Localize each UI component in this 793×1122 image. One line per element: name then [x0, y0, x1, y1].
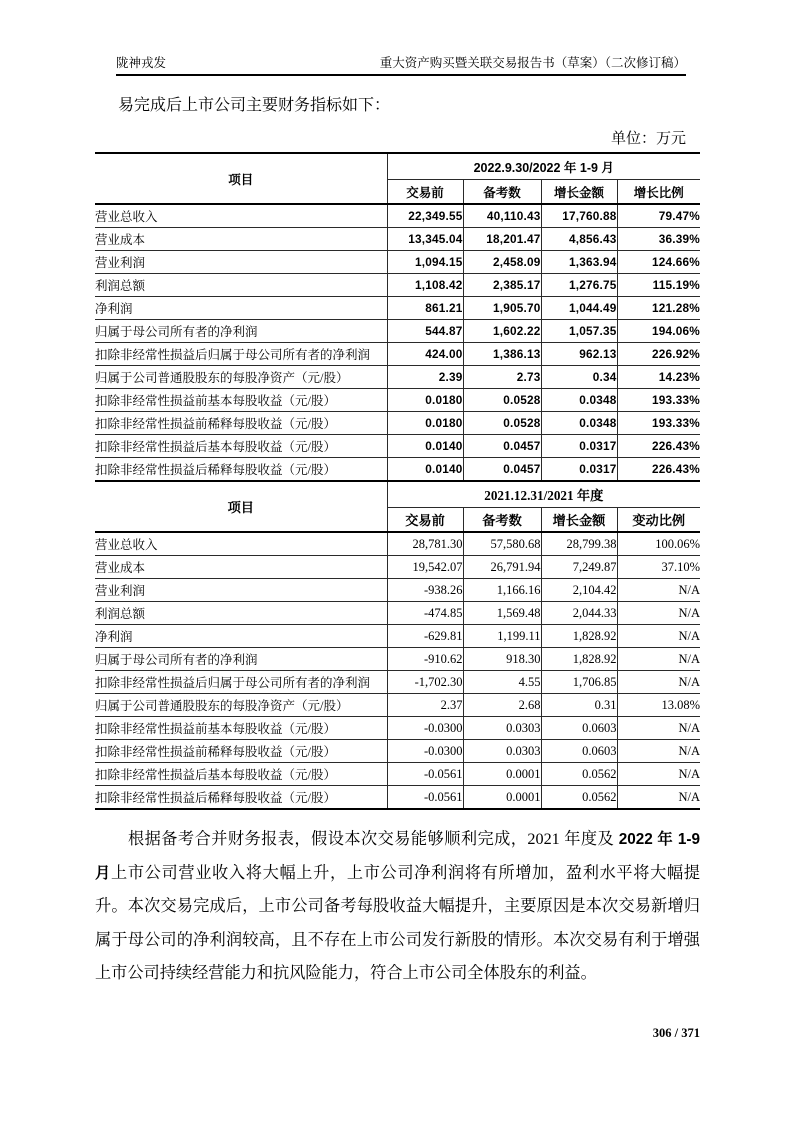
- value-cell: 0.0140: [387, 458, 463, 481]
- value-cell: -0.0300: [387, 740, 463, 763]
- value-cell: -629.81: [387, 625, 463, 648]
- value-cell: N/A: [617, 786, 700, 810]
- column-header-cell: 增长金额: [541, 180, 617, 205]
- item-cell: 营业成本: [95, 228, 387, 251]
- value-cell: 115.19%: [617, 274, 700, 297]
- value-cell: 19,542.07: [387, 556, 463, 579]
- value-cell: 0.34: [541, 366, 617, 389]
- value-cell: 0.0317: [541, 458, 617, 481]
- value-cell: 2.37: [387, 694, 463, 717]
- value-cell: 1,166.16: [463, 579, 541, 602]
- value-cell: 1,602.22: [463, 320, 541, 343]
- value-cell: 17,760.88: [541, 204, 617, 228]
- value-cell: 28,799.38: [541, 532, 617, 556]
- value-cell: 2.73: [463, 366, 541, 389]
- value-cell: 0.0001: [463, 763, 541, 786]
- value-cell: 544.87: [387, 320, 463, 343]
- item-cell: 扣除非经常性损益后稀释每股收益（元/股）: [95, 463, 336, 477]
- intro-line: 易完成后上市公司主要财务指标如下：: [118, 97, 391, 114]
- item-cell: 归属于母公司所有者的净利润: [95, 320, 387, 343]
- value-cell: -938.26: [387, 579, 463, 602]
- item-cell: 营业总收入: [95, 532, 387, 556]
- value-cell: 0.0001: [463, 786, 541, 810]
- page-content: [95, 152, 700, 991]
- item-cell: 扣除非经常性损益前基本每股收益（元/股）: [95, 389, 387, 412]
- table-row: [95, 274, 700, 297]
- table-row: [95, 625, 700, 648]
- table-row: [95, 228, 700, 251]
- running-header-right: 重大资产购买暨关联交易报告书（草案）（二次修订稿）: [379, 56, 686, 70]
- column-header-cell: 交易前: [387, 180, 463, 205]
- item-cell: 扣除非经常性损益前稀释每股收益（元/股）: [95, 412, 387, 435]
- item-cell: 利润总额: [95, 274, 387, 297]
- value-cell: 193.33%: [617, 389, 700, 412]
- paragraph-text-start: 根据备考合并财务报表，假设本次交易能够顺利完成，2021 年度及: [128, 830, 619, 848]
- table-header-row: [95, 153, 700, 180]
- column-header-cell: 备考数: [463, 508, 541, 533]
- table-row: [95, 458, 700, 481]
- value-cell: 40,110.43: [463, 204, 541, 228]
- table-row: [95, 320, 700, 343]
- item-header-cell: 项目: [95, 153, 387, 204]
- value-cell: 0.0348: [541, 412, 617, 435]
- value-cell: 0.0528: [463, 389, 541, 412]
- table-row: [95, 717, 700, 740]
- value-cell: 962.13: [541, 343, 617, 366]
- running-header-left: 陇神戎发: [116, 56, 167, 70]
- item-cell: 扣除非经常性损益后基本每股收益（元/股）: [95, 763, 387, 786]
- value-cell: -0.0300: [387, 717, 463, 740]
- table-row: [95, 740, 700, 763]
- column-header-cell: 交易前: [387, 508, 463, 533]
- item-cell: 归属于公司普通股股东的每股净资产（元/股）: [95, 694, 387, 717]
- value-cell: 124.66%: [617, 251, 700, 274]
- value-cell: 1,569.48: [463, 602, 541, 625]
- value-cell: 1,044.49: [541, 297, 617, 320]
- value-cell: N/A: [617, 579, 700, 602]
- financial-table-2022: [95, 152, 700, 480]
- table-row: [95, 251, 700, 274]
- value-cell: 0.0303: [463, 717, 541, 740]
- table-row: [95, 204, 700, 228]
- value-cell: -474.85: [387, 602, 463, 625]
- item-cell: 扣除非经常性损益后稀释每股收益（元/股）: [95, 791, 336, 805]
- value-cell: 0.0603: [541, 717, 617, 740]
- value-cell: 4,856.43: [541, 228, 617, 251]
- value-cell: N/A: [617, 602, 700, 625]
- value-cell: 0.0562: [541, 786, 617, 810]
- value-cell: 13,345.04: [387, 228, 463, 251]
- value-cell: 0.0180: [387, 389, 463, 412]
- item-cell: 营业利润: [95, 251, 387, 274]
- table-row: [95, 412, 700, 435]
- column-header-cell: 增长金额: [541, 508, 617, 533]
- value-cell: 0.0528: [463, 412, 541, 435]
- value-cell: 36.39%: [617, 228, 700, 251]
- page-number: 306 / 371: [652, 1026, 700, 1040]
- item-cell: 归属于母公司所有者的净利润: [95, 648, 387, 671]
- value-cell: 0.0303: [463, 740, 541, 763]
- value-cell: N/A: [617, 671, 700, 694]
- value-cell: 79.47%: [617, 204, 700, 228]
- value-cell: 57,580.68: [463, 532, 541, 556]
- item-cell: 营业总收入: [95, 204, 387, 228]
- value-cell: 0.0603: [541, 740, 617, 763]
- item-cell: 营业利润: [95, 579, 387, 602]
- value-cell: 1,057.35: [541, 320, 617, 343]
- table-row: [95, 786, 700, 810]
- item-cell: 扣除非经常性损益后基本每股收益（元/股）: [95, 435, 387, 458]
- value-cell: 2.68: [463, 694, 541, 717]
- value-cell: N/A: [617, 625, 700, 648]
- table-row: [95, 648, 700, 671]
- value-cell: N/A: [617, 763, 700, 786]
- value-cell: 0.0180: [387, 412, 463, 435]
- value-cell: 226.43%: [617, 435, 700, 458]
- item-cell: 扣除非经常性损益后归属于母公司所有者的净利润: [95, 671, 387, 694]
- table-row: [95, 532, 700, 556]
- value-cell: 100.06%: [617, 532, 700, 556]
- value-cell: 193.33%: [617, 412, 700, 435]
- item-header-cell: 项目: [95, 481, 387, 532]
- value-cell: 226.92%: [617, 343, 700, 366]
- item-cell: 归属于公司普通股股东的每股净资产（元/股）: [95, 366, 387, 389]
- value-cell: 2,458.09: [463, 251, 541, 274]
- value-cell: N/A: [617, 717, 700, 740]
- value-cell: 28,781.30: [387, 532, 463, 556]
- value-cell: 1,828.92: [541, 648, 617, 671]
- value-cell: 18,201.47: [463, 228, 541, 251]
- column-header-cell: 备考数: [463, 180, 541, 205]
- item-cell: 营业成本: [95, 556, 387, 579]
- table-row: [95, 579, 700, 602]
- running-header: [116, 53, 686, 76]
- value-cell: 0.0317: [541, 435, 617, 458]
- paragraph-bold-text: 2022 年 1-9 月: [95, 831, 701, 882]
- value-cell: 1,828.92: [541, 625, 617, 648]
- value-cell: 22,349.55: [387, 204, 463, 228]
- closing-paragraph: [95, 823, 700, 991]
- value-cell: 1,386.13: [463, 343, 541, 366]
- unit-note: 单位：万元: [610, 131, 686, 147]
- value-cell: 424.00: [387, 343, 463, 366]
- period-header-cell: 2021.12.31/2021 年度: [387, 481, 700, 508]
- table-header-row: [95, 481, 700, 508]
- item-cell: 扣除非经常性损益前稀释每股收益（元/股）: [95, 740, 387, 763]
- value-cell: 194.06%: [617, 320, 700, 343]
- value-cell: 0.0457: [463, 458, 541, 481]
- period-header-cell: 2022.9.30/2022 年 1-9 月: [387, 153, 700, 180]
- value-cell: -910.62: [387, 648, 463, 671]
- value-cell: 1,094.15: [387, 251, 463, 274]
- value-cell: 37.10%: [617, 556, 700, 579]
- value-cell: -1,702.30: [387, 671, 463, 694]
- table-row: [95, 694, 700, 717]
- table-row: [95, 602, 700, 625]
- item-cell: 净利润: [95, 297, 387, 320]
- paragraph-text-end: 上市公司营业收入将大幅上升，上市公司净利润将有所增加，盈利水平将大幅提升。本次交易完成后，上市公司备考每股收益大幅提升，主要原因是本次交易新增归属于母公司的净利润较高，且不存在上市公司发行新股的情形。本次交易有利于增强上市公司持续经营能力和抗风险能力，符合上市公司全体股东的利益。: [95, 863, 700, 982]
- value-cell: 1,905.70: [463, 297, 541, 320]
- item-cell: 净利润: [95, 625, 387, 648]
- value-cell: -0.0561: [387, 786, 463, 810]
- value-cell: 0.0457: [463, 435, 541, 458]
- table-row: [95, 556, 700, 579]
- table-row: [95, 763, 700, 786]
- value-cell: 226.43%: [617, 458, 700, 481]
- item-cell: 扣除非经常性损益前基本每股收益（元/股）: [95, 717, 387, 740]
- value-cell: 1,706.85: [541, 671, 617, 694]
- value-cell: 0.31: [541, 694, 617, 717]
- value-cell: 26,791.94: [463, 556, 541, 579]
- value-cell: 1,199.11: [463, 625, 541, 648]
- column-header-cell: 增长比例: [617, 180, 700, 205]
- value-cell: -0.0561: [387, 763, 463, 786]
- value-cell: 1,363.94: [541, 251, 617, 274]
- table-row: [95, 389, 700, 412]
- value-cell: N/A: [617, 740, 700, 763]
- value-cell: 2.39: [387, 366, 463, 389]
- column-header-cell: 变动比例: [617, 508, 700, 533]
- value-cell: 861.21: [387, 297, 463, 320]
- value-cell: 918.30: [463, 648, 541, 671]
- table-row: [95, 671, 700, 694]
- value-cell: 0.0562: [541, 763, 617, 786]
- table-row: [95, 297, 700, 320]
- value-cell: N/A: [617, 648, 700, 671]
- value-cell: 121.28%: [617, 297, 700, 320]
- value-cell: 1,276.75: [541, 274, 617, 297]
- value-cell: 2,385.17: [463, 274, 541, 297]
- value-cell: 0.0348: [541, 389, 617, 412]
- value-cell: 4.55: [463, 671, 541, 694]
- value-cell: 13.08%: [617, 694, 700, 717]
- item-cell: 利润总额: [95, 602, 387, 625]
- value-cell: 7,249.87: [541, 556, 617, 579]
- table-row: [95, 366, 700, 389]
- value-cell: 1,108.42: [387, 274, 463, 297]
- value-cell: 0.0140: [387, 435, 463, 458]
- table-row: [95, 343, 700, 366]
- value-cell: 2,044.33: [541, 602, 617, 625]
- value-cell: 14.23%: [617, 366, 700, 389]
- value-cell: 2,104.42: [541, 579, 617, 602]
- item-cell: 扣除非经常性损益后归属于母公司所有者的净利润: [95, 343, 387, 366]
- financial-table-2021: [95, 480, 700, 810]
- table-row: [95, 435, 700, 458]
